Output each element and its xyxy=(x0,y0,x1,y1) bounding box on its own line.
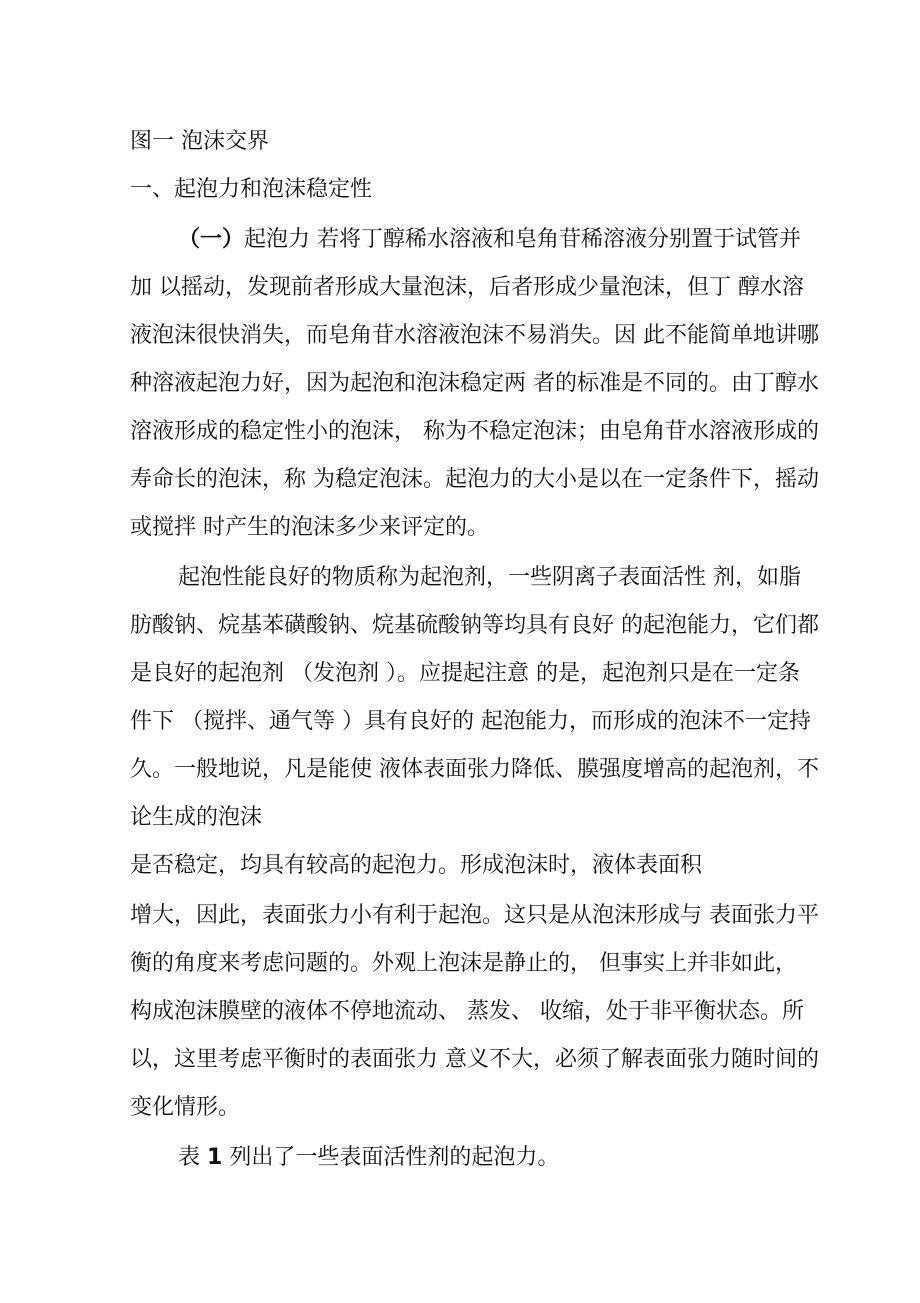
paragraph-2-line-4: 件下 （搅拌、通气等 ）具有良好的 起泡能力，而形成的泡沫不一定持 xyxy=(130,709,811,734)
paragraph-1-line-6: 寿命长的泡沫，称 为稳定泡沫。起泡力的大小是以在一定条件下，摇动 xyxy=(130,467,819,492)
paragraph-1-line-1 xyxy=(178,226,801,254)
paragraph-1-line-4: 种溶液起泡力好，因为起泡和泡沫稳定两 者的标准是不同的。由丁醇水 xyxy=(130,371,819,396)
paragraph-1-line-3: 液泡沫很快消失，而皂角苷水溶液泡沫不易消失。因 此不能简单地讲哪 xyxy=(130,323,819,348)
paragraph-3-line-2: 增大，因此，表面张力小有利于起泡。这只是从泡沫形成与 表面张力平 xyxy=(130,903,819,928)
paragraph-1-line-5: 溶液形成的稳定性小的泡沫， 称为不稳定泡沫；由皂角苷水溶液形成的 xyxy=(130,419,819,444)
paragraph-1-line-7: 或搅拌 时产生的泡沫多少来评定的。 xyxy=(130,515,489,540)
figure-caption: 图一 泡沫交界 xyxy=(130,129,269,154)
paragraph-2-line-6: 论生成的泡沫 xyxy=(130,805,263,830)
paragraph-1-text: 起泡力 若将丁醇稀水溶液和皂角苷稀溶液分别置于试管并 xyxy=(244,227,802,252)
paragraph-2-line-1: 起泡性能良好的物质称为起泡剂，一些阴离子表面活性 剂，如脂 xyxy=(178,565,801,590)
paragraph-1-line-2: 加 以摇动，发现前者形成大量泡沫，后者形成少量泡沫，但丁 醇水溶 xyxy=(130,275,804,300)
table-reference-prefix: 表 xyxy=(178,1145,201,1170)
paragraph-3-line-3: 衡的角度来考虑问题的。外观上泡沫是静止的， 但事实上并非如此， xyxy=(130,951,797,976)
paragraph-2-line-3: 是良好的起泡剂 （发泡剂 ）。应提起注意 的是，起泡剂只是在一定条 xyxy=(130,661,800,686)
paragraph-2-line-2: 肪酸钠、烷基苯磺酸钠、烷基硫酸钠等均具有良好 的起泡能力，它们都 xyxy=(130,613,819,638)
subsection-marker: （一） xyxy=(178,227,245,252)
paragraph-2-line-5: 久。一般地说，凡是能使 液体表面张力降低、膜强度增高的起泡剂，不 xyxy=(130,757,819,782)
table-reference-line xyxy=(178,1144,559,1172)
paragraph-3-line-5: 以，这里考虑平衡时的表面张力 意义不大，必须了解表面张力随时间的 xyxy=(130,1047,819,1072)
section-heading: 一、起泡力和泡沫稳定性 xyxy=(130,177,373,202)
paragraph-3-line-1: 是否稳定，均具有较高的起泡力。形成泡沫时，液体表面积 xyxy=(130,853,703,878)
paragraph-3-line-4: 构成泡沫膜壁的液体不停地流动、 蒸发、 收缩，处于非平衡状态。所 xyxy=(130,999,804,1024)
paragraph-3-line-6: 变化情形。 xyxy=(130,1095,241,1120)
table-number: 1 xyxy=(207,1145,223,1170)
table-reference-text: 列出了一些表面活性剂的起泡力。 xyxy=(229,1145,560,1170)
